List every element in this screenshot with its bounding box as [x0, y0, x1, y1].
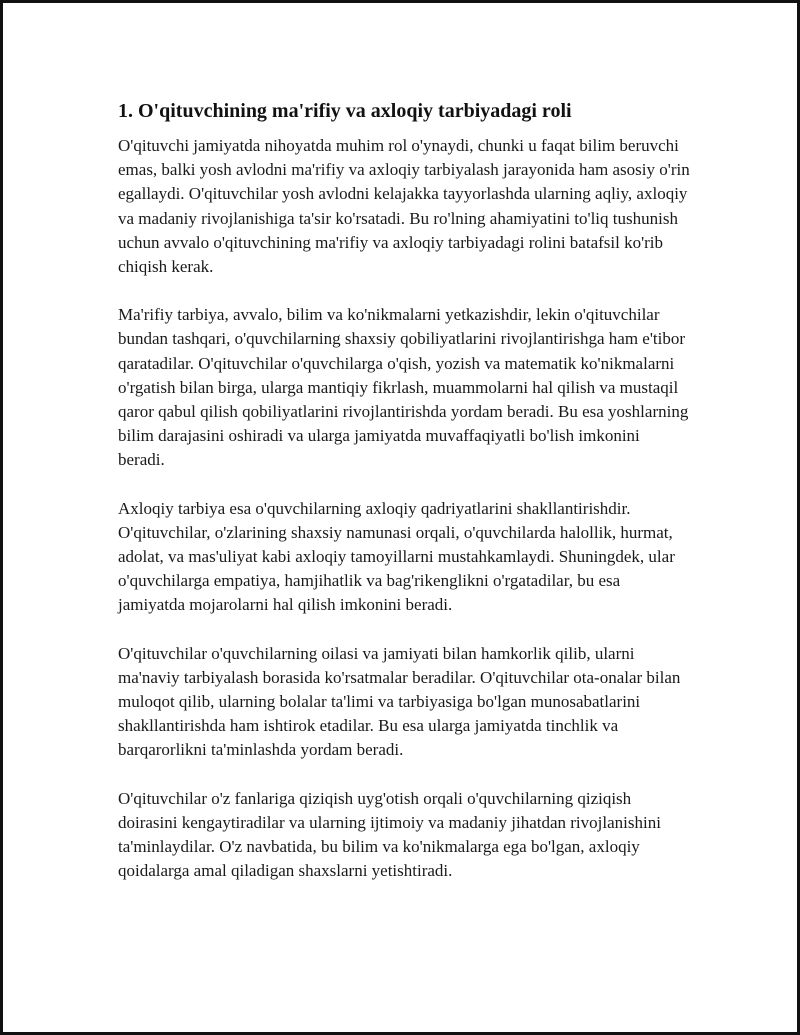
- paragraph-5: O'qituvchilar o'z fanlariga qiziqish uyg'otish orqali o'quvchilarning qiziqish doirasini kengaytiradilar va ularning ijtimoiy va madaniy jihatdan rivojlanishini ta'minlaydilar. O'z navbatida, bu bilim va ko'nikmalarga ega bo'lgan, axloqiy qoidalarga amal qiladigan shaxslarni yetishtiradi.: [118, 788, 661, 881]
- paragraph-1: O'qituvchi jamiyatda nihoyatda muhim rol o'ynaydi, chunki u faqat bilim beruvchi emas, balki yosh avlodni ma'rifiy va axloqiy tarbiyalash jarayonida ham asosiy o'rin egallaydi. O'qituvchilar yosh avlodni kelajakka tayyorlashda ularning aqliy, axloqiy va madaniy rivojlanishiga ta'sir ko'rsatadi. Bu ro'lning ahamiyatini to'liq tushunish uchun avvalo o'qituvchining ma'rifiy va axloqiy tarbiyadagi rolini batafsil ko'rib chiqish kerak.: [118, 136, 690, 277]
- document-body: [118, 98, 690, 907]
- paragraph-3: Axloqiy tarbiya esa o'quvchilarning axloqiy qadriyatlarini shakllantirishdir. O'qituvchilar, o'zlarining shaxsiy namunasi orqali, o'quvchilarda halollik, hurmat, adolat, va mas'uliyat kabi axloqiy tamoyillarni mustahkamlaydi. Shuningdek, ular o'quvchilarga empatiya, hamjihatlik va bag'rikenglikni o'rgatadilar, bu esa jamiyatda mojarolarni hal qilish imkonini beradi.: [118, 498, 675, 615]
- section-heading: 1. O'qituvchining ma'rifiy va axloqiy tarbiyadagi roli: [118, 100, 572, 122]
- paragraph-4: O'qituvchilar o'quvchilarning oilasi va jamiyati bilan hamkorlik qilib, ularni ma'naviy tarbiyalash borasida ko'rsatmalar beradilar. O'qituvchilar ota-onalar bilan muloqot qilib, ularning bolalar ta'limi va tarbiyasiga bo'lgan munosabatlarini shakllantirishda ham ishtirok etadilar. Bu esa ularga jamiyatda tinchlik va barqarorlikni ta'minlashda yordam beradi.: [118, 643, 681, 760]
- paragraph-2: Ma'rifiy tarbiya, avvalo, bilim va ko'nikmalarni yetkazishdir, lekin o'qituvchilar bundan tashqari, o'quvchilarning shaxsiy qobiliyatlarini rivojlantirishga ham e'tibor qaratadilar. O'qituvchilar o'quvchilarga o'qish, yozish va matematik ko'nikmalarni o'rgatish bilan birga, ularga mantiqiy fikrlash, muammolarni hal qilish va mustaqil qaror qabul qilish qobiliyatlarini rivojlantirishda yordam beradi. Bu esa yoshlarning bilim darajasini oshiradi va ularga jamiyatda muvaffaqiyatli bo'lish imkonini beradi.: [118, 305, 689, 470]
